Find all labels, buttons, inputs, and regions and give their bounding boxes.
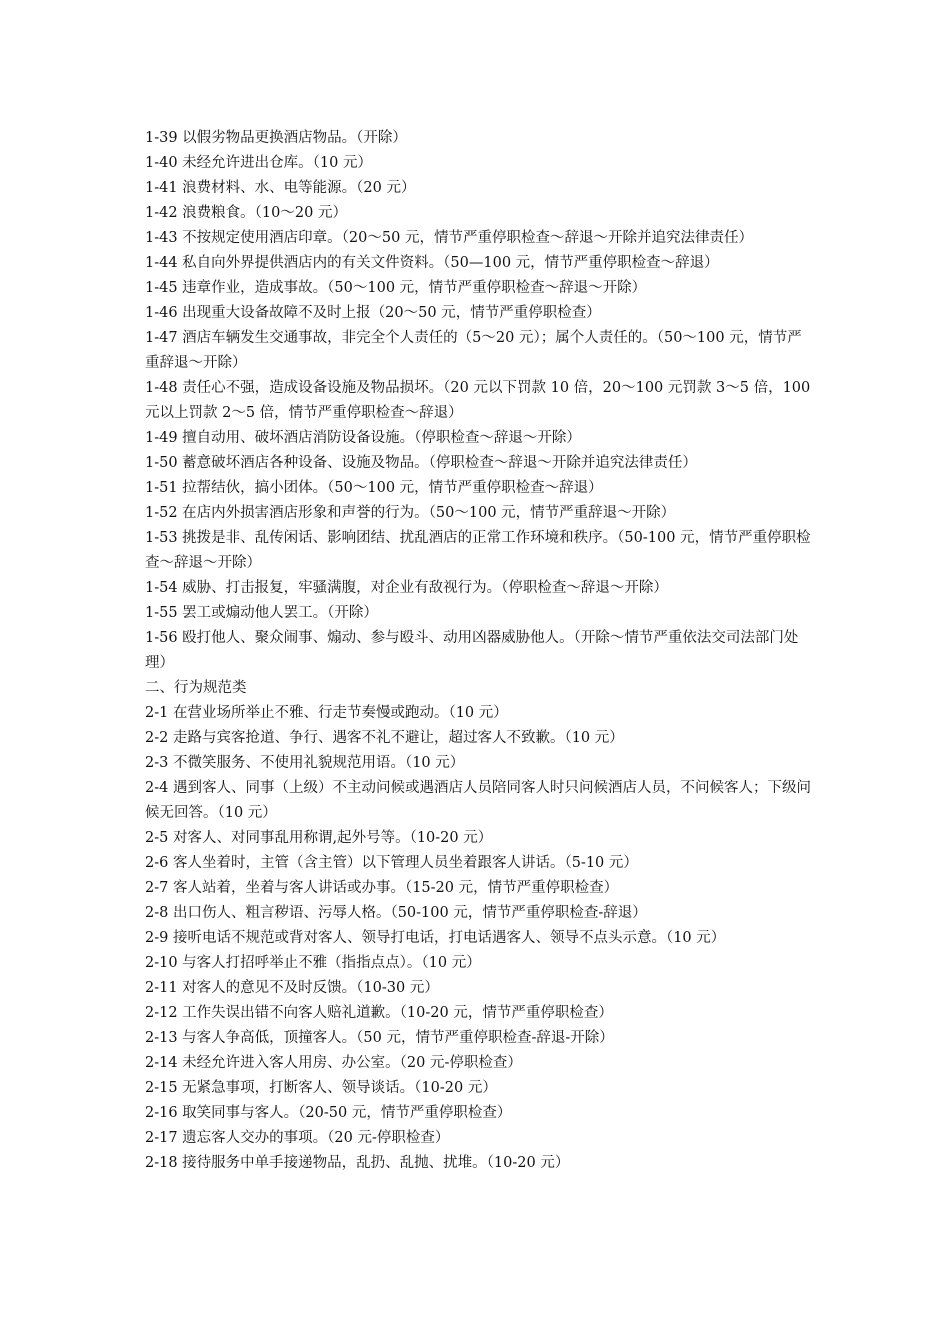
rule-2-7: 2-7 客人站着，坐着与客人讲话或办事。（15-20 元，情节严重停职检查） (145, 880, 619, 896)
rule-1-50: 1-50 蓄意破坏酒店各种设备、设施及物品。（停职检查～辞退～开除并追究法律责任） (145, 455, 697, 471)
rule-1-54: 1-54 威胁、打击报复，牢骚满腹，对企业有敌视行为。（停职检查～辞退～开除） (145, 580, 668, 596)
rule-1-41: 1-41 浪费材料、水、电等能源。（20 元） (145, 180, 416, 196)
rule-2-10: 2-10 与客人打招呼举止不雅（指指点点）。（10 元） (145, 955, 481, 971)
rule-2-9: 2-9 接听电话不规范或背对客人、领导打电话，打电话遇客人、领导不点头示意。（10 元） (145, 930, 726, 946)
rule-2-4: 2-4 遇到客人、同事（上级）不主动问候或遇酒店人员陪同客人时只问候酒店人员，不问候客人；下级问候无回答。（10 元） (145, 780, 811, 821)
rule-2-13: 2-13 与客人争高低，顶撞客人。（50 元，情节严重停职检查-辞退-开除） (145, 1030, 614, 1046)
rule-1-46: 1-46 出现重大设备故障不及时上报（20～50 元，情节严重停职检查） (145, 305, 601, 321)
rule-1-47: 1-47 酒店车辆发生交通事故，非完全个人责任的（5～20 元）；属个人责任的。（50～100 元，情节严重辞退～开除） (145, 330, 802, 371)
rule-2-6: 2-6 客人坐着时，主管（含主管）以下管理人员坐着跟客人讲话。（5-10 元） (145, 855, 638, 871)
rule-1-44: 1-44 私自向外界提供酒店内的有关文件资料。（50—100 元，情节严重停职检查～辞退） (145, 255, 719, 271)
rule-1-56: 1-56 殴打他人、聚众闹事、煽动、参与殴斗、动用凶器威胁他人。（开除～情节严重依法交司法部门处理） (145, 630, 799, 671)
rule-1-53: 1-53 挑拨是非、乱传闲话、影响团结、扰乱酒店的正常工作环境和秩序。（50-100 元，情节严重停职检查～辞退～开除） (145, 530, 811, 571)
rule-2-17: 2-17 遗忘客人交办的事项。（20 元-停职检查） (145, 1130, 450, 1146)
rule-1-52: 1-52 在店内外损害酒店形象和声誉的行为。（50～100 元，情节严重辞退～开除） (145, 505, 676, 521)
document-body (145, 126, 813, 1176)
rule-1-51: 1-51 拉帮结伙，搞小团体。（50～100 元，情节严重停职检查～辞退） (145, 480, 603, 496)
rule-1-42: 1-42 浪费粮食。（10～20 元） (145, 205, 347, 221)
rule-1-40: 1-40 未经允许进出仓库。（10 元） (145, 155, 372, 171)
rule-2-12: 2-12 工作失误出错不向客人赔礼道歉。（10-20 元，情节严重停职检查） (145, 1005, 613, 1021)
rules-section-2 (145, 701, 813, 1176)
rule-1-55: 1-55 罢工或煽动他人罢工。（开除） (145, 605, 378, 621)
rule-2-5: 2-5 对客人、对同事乱用称谓,起外号等。（10-20 元） (145, 830, 493, 846)
rule-2-16: 2-16 取笑同事与客人。（20-50 元，情节严重停职检查） (145, 1105, 512, 1121)
rule-2-3: 2-3 不微笑服务、不使用礼貌规范用语。（10 元） (145, 755, 465, 771)
rule-1-48: 1-48 责任心不强，造成设备设施及物品损坏。（20 元以下罚款 10 倍，20～100 元罚款 3～5 倍，100 元以上罚款 2～5 倍，情节严重停职检查～辞退） (145, 380, 811, 421)
rule-2-18: 2-18 接待服务中单手接递物品，乱扔、乱抛、扰堆。（10-20 元） (145, 1155, 570, 1171)
rule-2-15: 2-15 无紧急事项，打断客人、领导谈话。（10-20 元） (145, 1080, 497, 1096)
rule-2-14: 2-14 未经允许进入客人用房、办公室。（20 元-停职检查） (145, 1055, 522, 1071)
rule-1-45: 1-45 违章作业，造成事故。（50～100 元，情节严重停职检查～辞退～开除） (145, 280, 647, 296)
rule-2-1: 2-1 在营业场所举止不雅、行走节奏慢或跑动。（10 元） (145, 705, 508, 721)
rule-2-2: 2-2 走路与宾客抢道、争行、遇客不礼不避让，超过客人不致歉。（10 元） (145, 730, 624, 746)
rule-1-39: 1-39 以假劣物品更换酒店物品。（开除） (145, 130, 407, 146)
rule-2-11: 2-11 对客人的意见不及时反馈。（10-30 元） (145, 980, 439, 996)
rules-section-1 (145, 126, 813, 676)
rule-1-43: 1-43 不按规定使用酒店印章。（20～50 元，情节严重停职检查～辞退～开除并追究法律责任） (145, 230, 753, 246)
section-2-heading: 二、行为规范类 (145, 680, 247, 696)
rule-2-8: 2-8 出口伤人、粗言秽语、污辱人格。（50-100 元，情节严重停职检查-辞退） (145, 905, 647, 921)
rule-1-49: 1-49 擅自动用、破坏酒店消防设备设施。（停职检查～辞退～开除） (145, 430, 581, 446)
